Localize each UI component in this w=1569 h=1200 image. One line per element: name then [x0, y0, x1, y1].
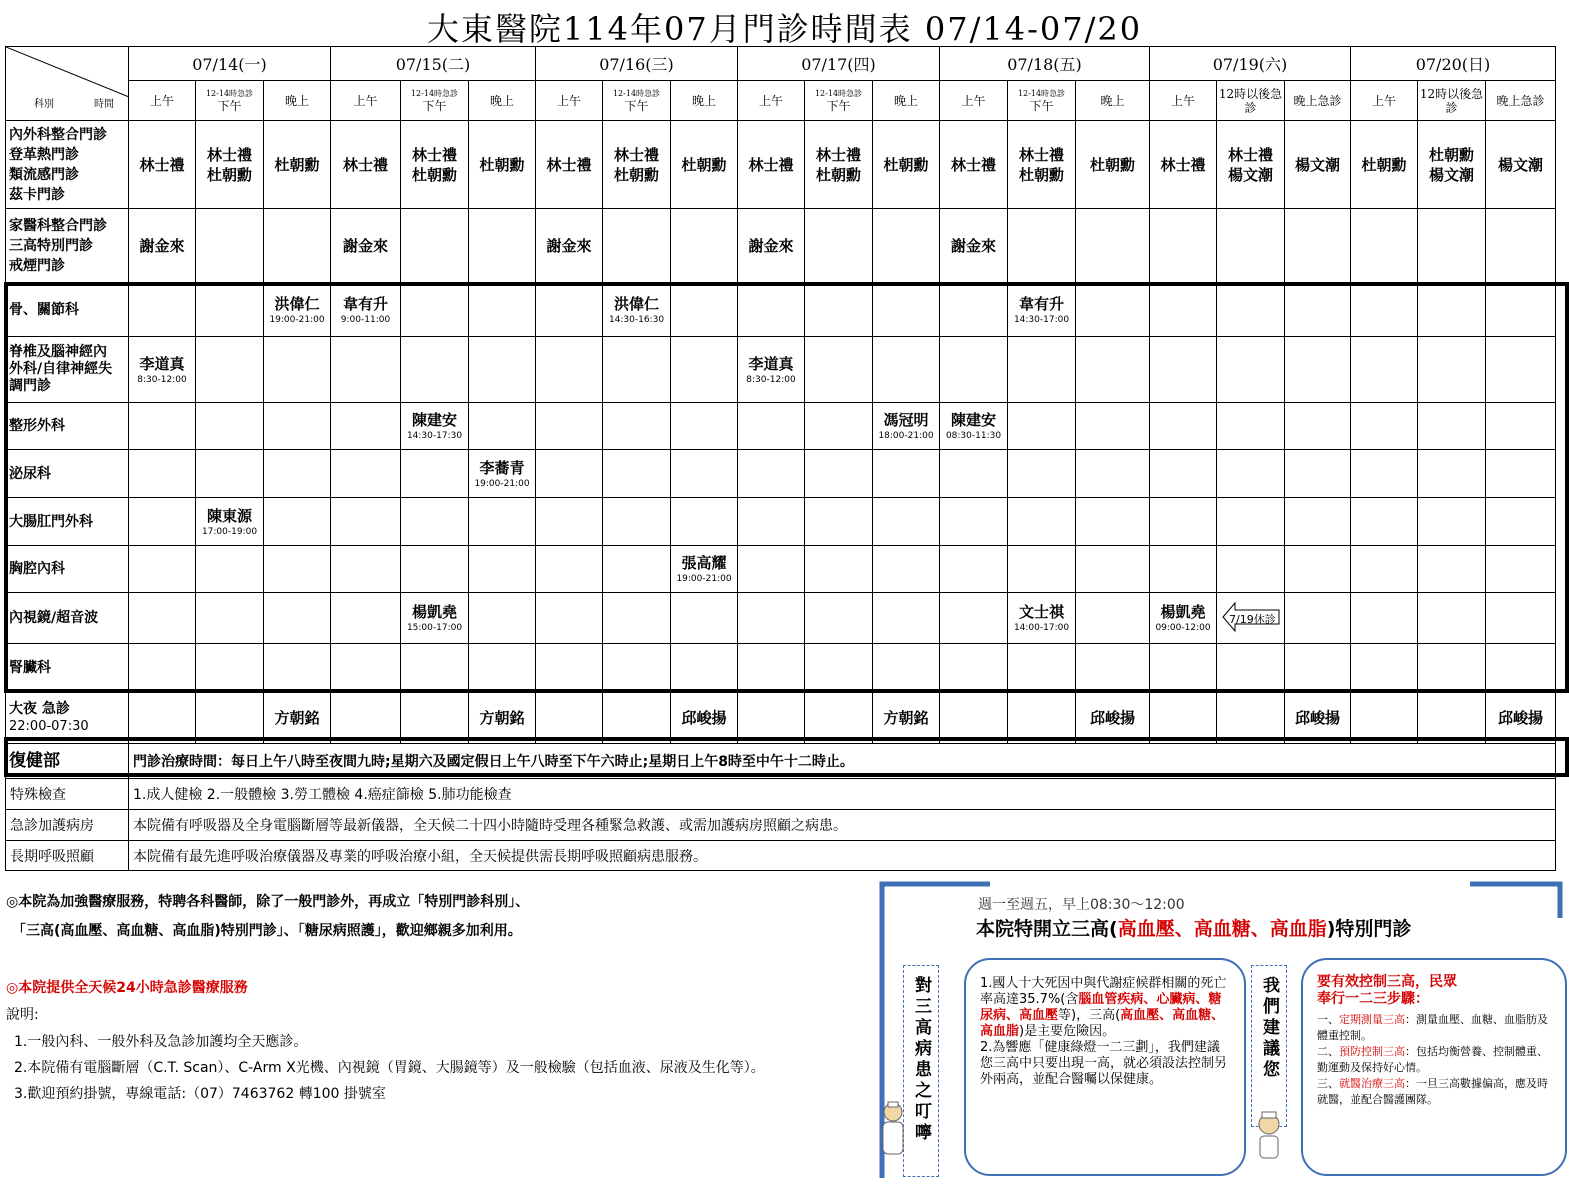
doctor-cell: 杜朝勳 [1351, 121, 1418, 209]
doctor-cell: 李道真 8:30-12:00 [738, 337, 805, 403]
dept-label: 脊椎及腦神經內 外科/自律神經失 調門診 [6, 337, 129, 403]
slot-mid: 12-14時急診 下午 [1008, 81, 1076, 121]
doctor-cell: 林士禮 杜朝勳 [1008, 121, 1076, 209]
panel-headline: 本院特開立三高(高血壓、高血糖、高血脂)特別門診 [976, 918, 1412, 940]
table-row [6, 593, 1556, 644]
row-label: 長期呼吸照顧 [6, 841, 129, 871]
dept-label: 整形外科 [6, 403, 129, 450]
date-header: 07/17(四) [738, 47, 940, 81]
doctor-cell: 邱峻揚 [1285, 692, 1351, 744]
slot-am: 上午 [1150, 81, 1217, 121]
doctor-cell: 謝金來 [738, 209, 805, 283]
doctor-cell: 馮冠明 18:00-21:00 [873, 403, 940, 450]
rest-note: 7/19休診 [1229, 613, 1276, 626]
doctor-cell: 林士禮 杜朝勳 [805, 121, 873, 209]
table-row [6, 644, 1556, 692]
doctor-cell: 杜朝勳 [264, 121, 331, 209]
slot-pm: 晚上 [873, 81, 940, 121]
doctor-cell: 楊凱堯 15:00-17:00 [401, 593, 469, 644]
doctor-cell: 林士禮 楊文潮 [1217, 121, 1285, 209]
doctor-cell: 邱峻揚 [671, 692, 738, 744]
table-row [6, 209, 1556, 283]
slot-pm: 晚上 [264, 81, 331, 121]
doctor-cell: 林士禮 [940, 121, 1008, 209]
rehab-hours: 門診治療時間：每日上午八時至夜間九時;星期六及國定假日上午八時至下午六時止;星期日上午8時至中午十二時止。 [129, 744, 1556, 779]
doctor-cell: 謝金來 [536, 209, 603, 283]
corner-time-label: 時間 [94, 99, 114, 110]
dept-label: 內視鏡/超音波 [6, 593, 129, 644]
page-title: 大東醫院114年07月門診時間表 07/14-07/20 [426, 10, 1143, 48]
date-header: 07/20(日) [1351, 47, 1556, 81]
date-header: 07/19(六) [1150, 47, 1351, 81]
slot-pm: 晚上 [671, 81, 738, 121]
corner-dept-label: 科別 [34, 99, 54, 110]
doctor-cell: 林士禮 [536, 121, 603, 209]
date-header: 07/16(三) [536, 47, 738, 81]
date-header: 07/18(五) [940, 47, 1150, 81]
slot-am: 上午 [1351, 81, 1418, 121]
row-label: 急診加護病房 [6, 810, 129, 841]
dept-label: 大夜 急診 22:00-07:30 [6, 692, 129, 744]
doctor-icon [1254, 1110, 1284, 1160]
doctor-cell: 陳東源 17:00-19:00 [196, 498, 264, 546]
slot-mid: 12時以後急診 [1217, 81, 1285, 121]
schedule-table [5, 46, 1556, 871]
slot-am: 上午 [536, 81, 603, 121]
dept-label: 家醫科整合門診 三高特別門診 戒煙門診 [6, 209, 129, 283]
doctor-cell: 林士禮 [331, 121, 401, 209]
dept-label: 泌尿科 [6, 450, 129, 498]
doctor-cell: 謝金來 [940, 209, 1008, 283]
note-line: ◎本院為加強醫療服務，特聘各科醫師，除了一般門診外，再成立「特別門診科別」、 [6, 894, 530, 910]
doctor-cell: 方朝銘 [469, 692, 536, 744]
slot-am: 上午 [331, 81, 401, 121]
doctor-cell: 李蕎青 19:00-21:00 [469, 450, 536, 498]
dept-label: 胸腔內科 [6, 546, 129, 593]
doctor-cell: 李道真 8:30-12:00 [129, 337, 196, 403]
nurse-icon [878, 1100, 908, 1160]
doctor-cell: 林士禮 [1150, 121, 1217, 209]
table-row [6, 121, 1556, 209]
doctor-cell: 楊文潮 [1285, 121, 1351, 209]
doctor-cell: 洪偉仁 19:00-21:00 [264, 283, 331, 337]
doctor-cell: 陳建安 14:30-17:30 [401, 403, 469, 450]
slot-mid: 12時以後急診 [1418, 81, 1486, 121]
table-row [6, 841, 1556, 871]
dept-label: 大腸肛門外科 [6, 498, 129, 546]
doctor-cell: 楊文潮 [1486, 121, 1556, 209]
note-line: 說明: [6, 1007, 39, 1023]
slot-pm: 晚上急診 [1285, 81, 1351, 121]
slot-am: 上午 [940, 81, 1008, 121]
doctor-cell: 謝金來 [331, 209, 401, 283]
table-row [6, 744, 1556, 779]
doctor-cell: 張高耀 19:00-21:00 [671, 546, 738, 593]
slot-am: 上午 [738, 81, 805, 121]
table-row [6, 337, 1556, 403]
row-text: 本院備有呼吸器及全身電腦斷層等最新儀器，全天候二十四小時隨時受理各種緊急救護、或需加護病房照顧之病患。 [129, 810, 1556, 841]
panel-hours: 週一至週五，早上08:30～12:00 [978, 897, 1185, 913]
dept-label: 復健部 [6, 744, 129, 779]
doctor-cell: 楊凱堯 09:00-12:00 [1150, 593, 1217, 644]
note-line: 「三高(高血壓、高血糖、高血脂)特別門診」、「糖尿病照護」，歡迎鄉親多加利用。 [12, 923, 522, 939]
doctor-cell: 杜朝勳 [671, 121, 738, 209]
doctor-cell: 杜朝勳 [469, 121, 536, 209]
doctor-cell: 林士禮 [129, 121, 196, 209]
slot-mid: 12-14時急診 下午 [805, 81, 873, 121]
doctor-cell: 杜朝勳 楊文潮 [1418, 121, 1486, 209]
doctor-cell: 林士禮 杜朝勳 [196, 121, 264, 209]
date-header: 07/14(一) [129, 47, 331, 81]
doctor-cell: 杜朝勳 [1076, 121, 1150, 209]
row-text: 本院備有最先進呼吸治療儀器及專業的呼吸治療小組，全天候提供需長期呼吸照顧病患服務。 [129, 841, 1556, 871]
row-text: 1.成人健檢 2.一般體檢 3.勞工體檢 4.癌症篩檢 5.肺功能檢查 [129, 779, 1556, 810]
note-line: 1.一般內科、一般外科及急診加護均全天應診。 [14, 1034, 308, 1050]
doctor-cell: 洪偉仁 14:30-16:30 [603, 283, 671, 337]
table-row [6, 810, 1556, 841]
doctor-cell: 韋有升 9:00-11:00 [331, 283, 401, 337]
slot-mid: 12-14時急診 下午 [603, 81, 671, 121]
note-line: 2.本院備有電腦斷層（C.T. Scan）、C-Arm X光機、內視鏡（胃鏡、大腸鏡等）及一般檢驗（包括血液、尿液及生化等）。 [14, 1060, 765, 1076]
doctor-cell: 文士祺 14:00-17:00 [1008, 593, 1076, 644]
dept-label: 內外科整合門診 登革熱門診 類流感門診 茲卡門診 [6, 121, 129, 209]
note-line: ◎本院提供全天候24小時急診醫療服務 [6, 980, 248, 996]
table-row [6, 546, 1556, 593]
row-label: 特殊檢查 [6, 779, 129, 810]
rest-note-cell [1217, 593, 1285, 644]
doctor-cell: 邱峻揚 [1486, 692, 1556, 744]
doctor-cell: 陳建安 08:30-11:30 [940, 403, 1008, 450]
table-row [6, 450, 1556, 498]
doctor-cell: 方朝銘 [264, 692, 331, 744]
table-row [6, 283, 1556, 337]
table-row [6, 403, 1556, 450]
table-row [6, 498, 1556, 546]
date-header: 07/15(二) [331, 47, 536, 81]
note-line: 3.歡迎預約掛號，專線電話:（07）7463762 轉100 掛號室 [14, 1086, 386, 1102]
slot-mid: 12-14時急診 下午 [196, 81, 264, 121]
slot-am: 上午 [129, 81, 196, 121]
doctor-cell: 謝金來 [129, 209, 196, 283]
doctor-cell: 林士禮 杜朝勳 [401, 121, 469, 209]
doctor-cell: 林士禮 [738, 121, 805, 209]
slot-pm: 晚上急診 [1486, 81, 1556, 121]
dept-label: 骨、關節科 [6, 283, 129, 337]
table-row [6, 779, 1556, 810]
doctor-cell: 韋有升 14:30-17:00 [1008, 283, 1076, 337]
panel-vertical-reminder: 對三高病患之叮嚀 [903, 965, 939, 1177]
slot-pm: 晚上 [469, 81, 536, 121]
doctor-cell: 杜朝勳 [873, 121, 940, 209]
corner-header [6, 47, 129, 121]
panel-bubble-risk: 1.國人十大死因中與代謝症候群相關的死亡率高達35.7%(含腦血管疾病、心臟病、糖尿病、高血壓等)，三高(高血壓、高血糖、高血脂)是主要危險因。 2.為響應「健康綠燈一二三劃」，我們建議您三高中只要出現一高，就必須設法控制另外兩高，並配合醫囑以保健康。 [964, 958, 1246, 1176]
slot-mid: 12-14時急診 下午 [401, 81, 469, 121]
doctor-cell: 林士禮 杜朝勳 [603, 121, 671, 209]
panel-bubble-steps: 要有效控制三高，民眾奉行一二三步驟： 一、定期測量三高：測量血壓、血糖、血脂肪及體重控制。 二、預防控制三高：包括均衡營養、控制體重、勤運動及保持好心情。 三、就醫治療三高：一旦三高數據偏高，應及時就醫，並配合醫護團隊。 [1301, 958, 1567, 1176]
panel-vertical-advice: 我們建議您 [1251, 965, 1287, 1127]
doctor-cell: 方朝銘 [873, 692, 940, 744]
table-row [6, 692, 1556, 744]
dept-label: 腎臟科 [6, 644, 129, 692]
slot-pm: 晚上 [1076, 81, 1150, 121]
doctor-cell: 邱峻揚 [1076, 692, 1150, 744]
